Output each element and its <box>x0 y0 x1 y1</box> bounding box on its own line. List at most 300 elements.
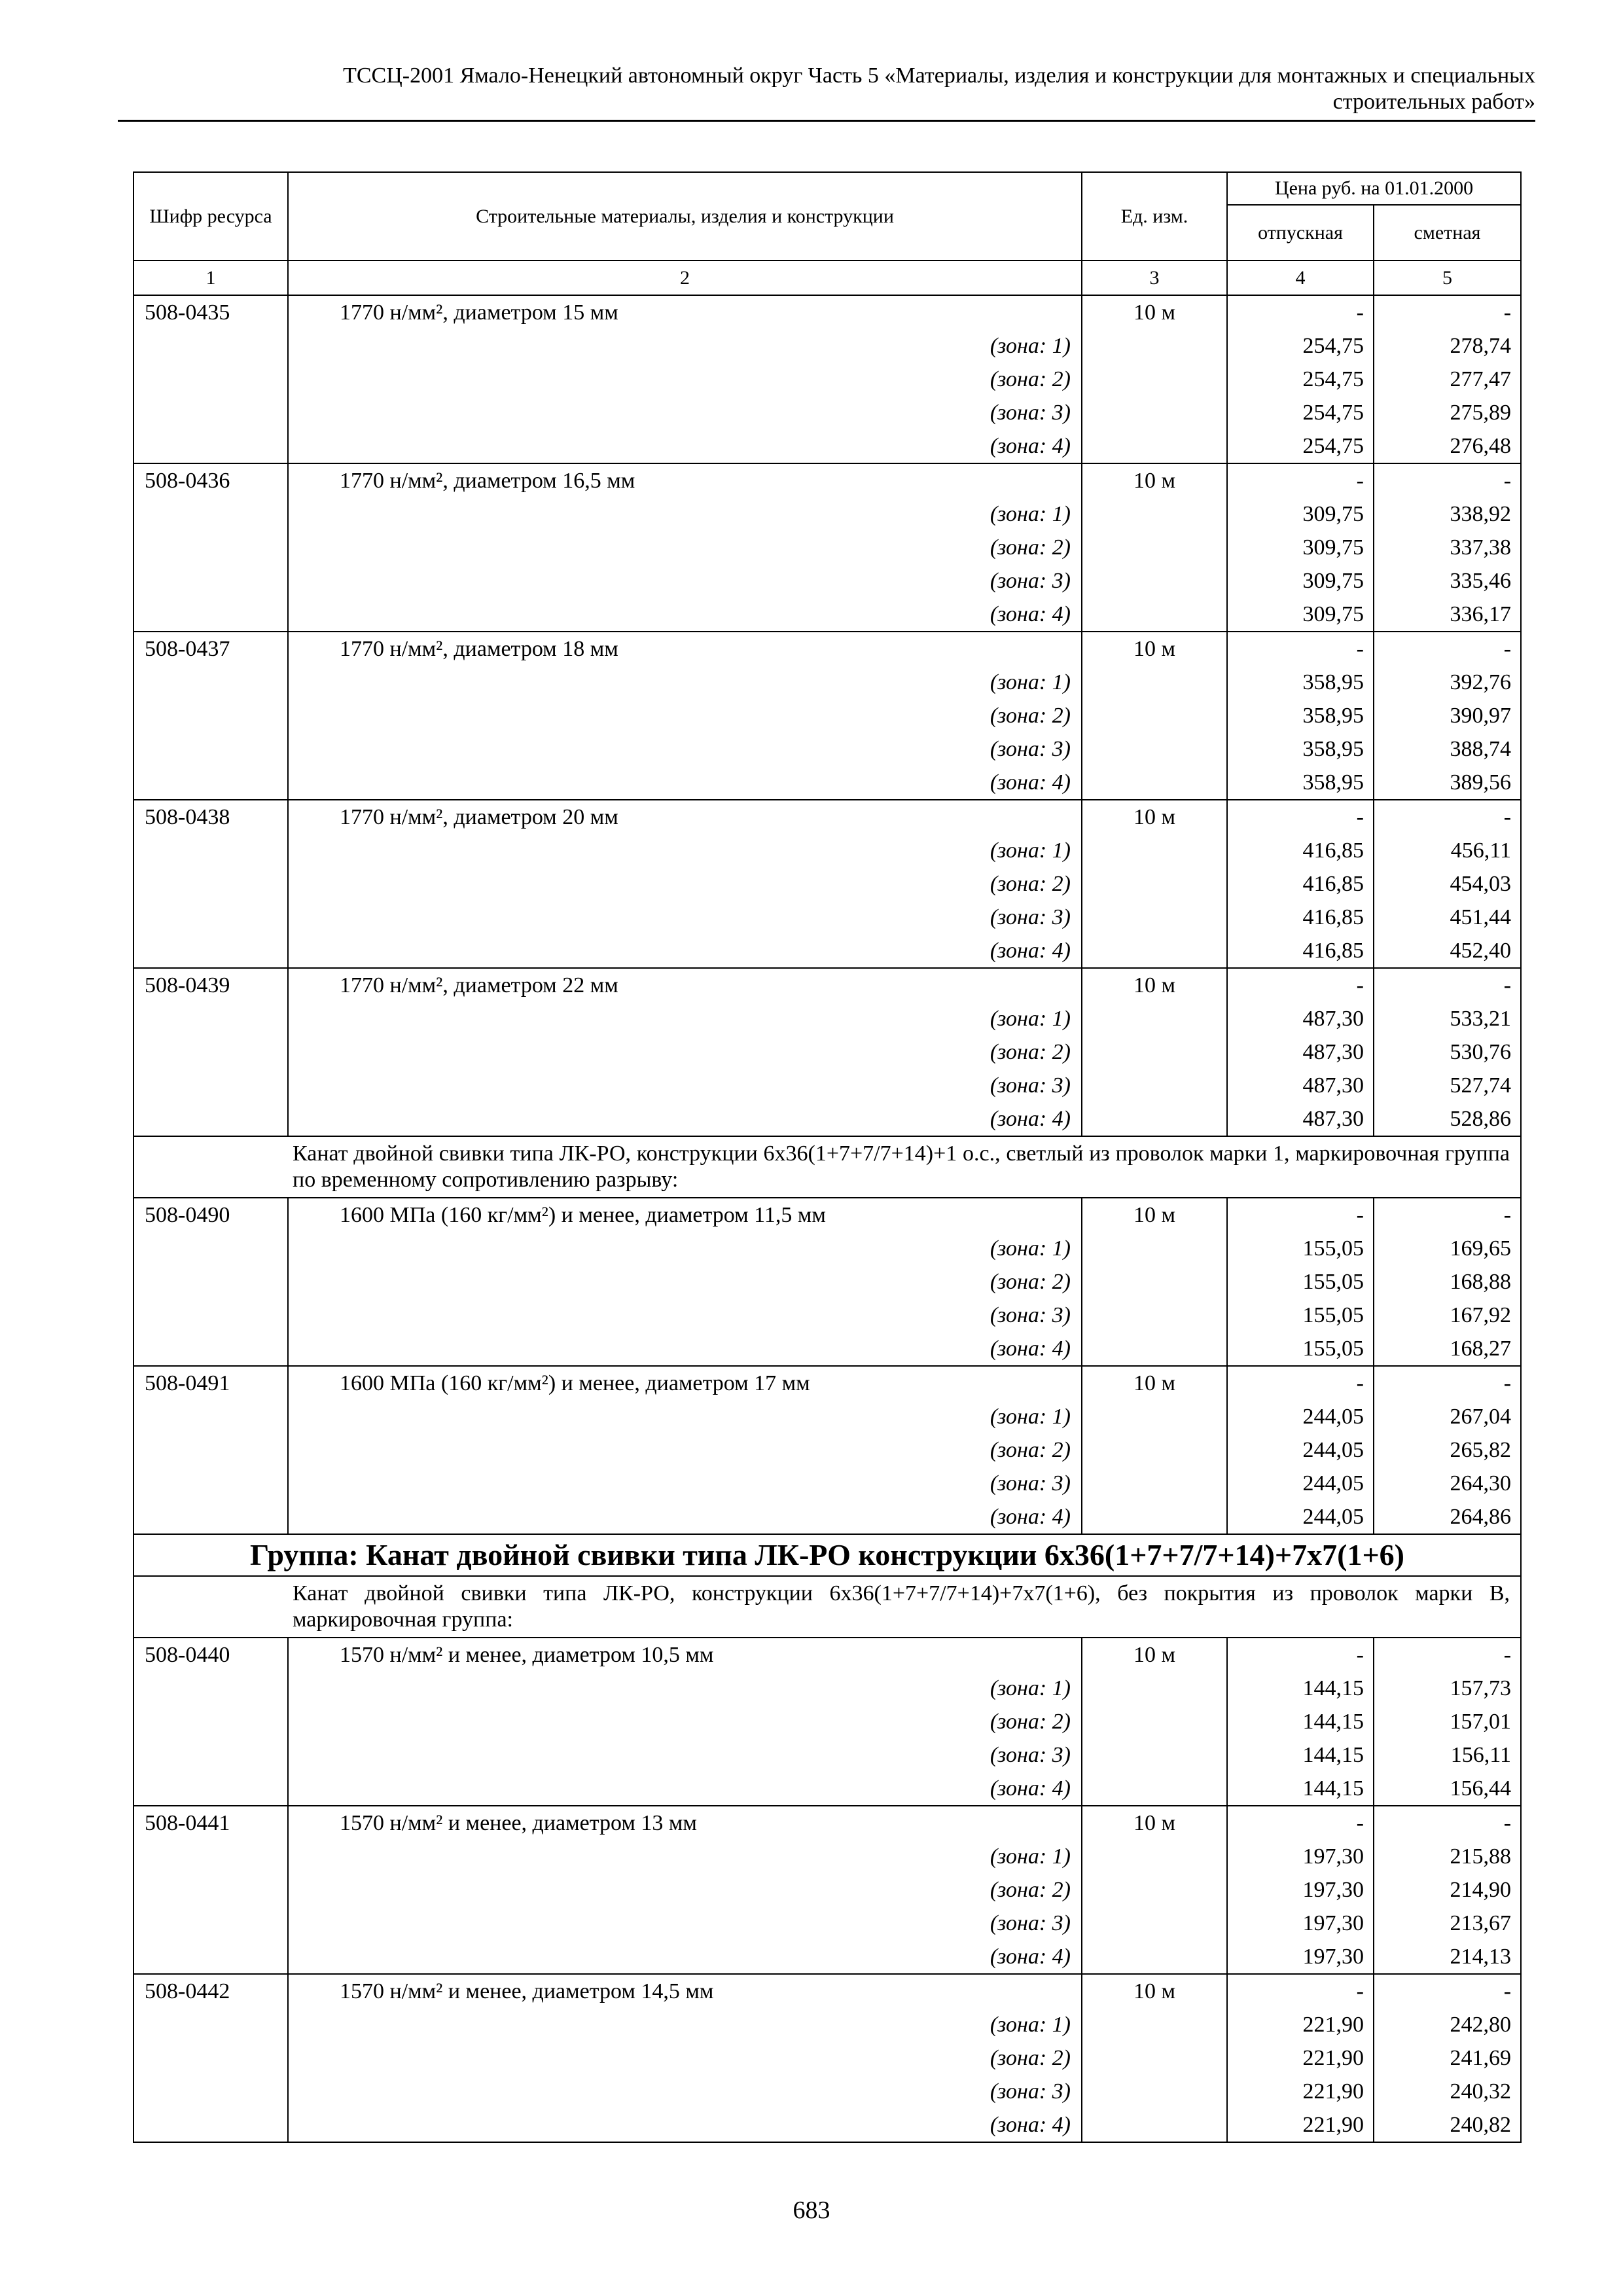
empty-cell <box>1082 732 1227 766</box>
zone-label: (зона: 2) <box>288 363 1082 396</box>
empty-cell <box>134 1772 288 1806</box>
table-row <box>134 968 1521 1002</box>
empty-cell <box>134 1940 288 1974</box>
zone-release-price: 487,30 <box>1227 1035 1374 1069</box>
zone-label: (зона: 2) <box>288 1265 1082 1299</box>
resource-code: 508-0439 <box>134 968 288 1002</box>
zone-estimate-price: 389,56 <box>1374 766 1521 800</box>
zone-label: (зона: 4) <box>288 1500 1082 1534</box>
zone-estimate-price: 157,01 <box>1374 1705 1521 1738</box>
zone-estimate-price: 388,74 <box>1374 732 1521 766</box>
zone-estimate-price: 276,48 <box>1374 429 1521 463</box>
zone-row <box>134 2075 1521 2108</box>
zone-release-price: 309,75 <box>1227 497 1374 531</box>
zone-release-price: 144,15 <box>1227 1738 1374 1772</box>
empty-cell <box>1082 2108 1227 2142</box>
zone-row <box>134 1299 1521 1332</box>
zone-label: (зона: 4) <box>288 1940 1082 1974</box>
empty-cell <box>134 329 288 363</box>
empty-cell <box>134 531 288 564</box>
unit-cell: 10 м <box>1082 1198 1227 1232</box>
zone-label: (зона: 1) <box>288 497 1082 531</box>
unit-cell: 10 м <box>1082 295 1227 329</box>
zone-estimate-price: 240,82 <box>1374 2108 1521 2142</box>
empty-cell <box>1082 1433 1227 1467</box>
zone-release-price: 197,30 <box>1227 1940 1374 1974</box>
zone-release-price: 221,90 <box>1227 2008 1374 2041</box>
zone-estimate-price: 265,82 <box>1374 1433 1521 1467</box>
empty-cell <box>1082 766 1227 800</box>
zone-estimate-price: 451,44 <box>1374 901 1521 934</box>
zone-label: (зона: 1) <box>288 1002 1082 1035</box>
zone-release-price: 155,05 <box>1227 1332 1374 1366</box>
empty-cell <box>134 1265 288 1299</box>
page-number: 683 <box>793 2197 830 2224</box>
description-row <box>134 1576 1521 1638</box>
empty-cell <box>134 1400 288 1433</box>
release-price: - <box>1227 968 1374 1002</box>
empty-cell <box>134 666 288 699</box>
zone-release-price: 416,85 <box>1227 867 1374 901</box>
empty-cell <box>1082 564 1227 598</box>
zone-label: (зона: 1) <box>288 666 1082 699</box>
zone-row <box>134 766 1521 800</box>
empty-cell <box>134 598 288 632</box>
zone-row <box>134 1672 1521 1705</box>
zone-row <box>134 564 1521 598</box>
unit-cell: 10 м <box>1082 1638 1227 1672</box>
empty-cell <box>134 1738 288 1772</box>
zone-label: (зона: 1) <box>288 1840 1082 1873</box>
zone-estimate-price: 215,88 <box>1374 1840 1521 1873</box>
zone-estimate-price: 454,03 <box>1374 867 1521 901</box>
zone-label: (зона: 3) <box>288 1299 1082 1332</box>
estimate-price: - <box>1374 1198 1521 1232</box>
zone-label: (зона: 1) <box>288 1400 1082 1433</box>
release-price: - <box>1227 800 1374 834</box>
zone-row <box>134 1002 1521 1035</box>
zone-release-price: 244,05 <box>1227 1433 1374 1467</box>
col-number: 1 <box>134 260 288 295</box>
empty-cell <box>1082 834 1227 867</box>
zone-estimate-price: 392,76 <box>1374 666 1521 699</box>
empty-cell <box>1082 1500 1227 1534</box>
release-price: - <box>1227 295 1374 329</box>
zone-row <box>134 1232 1521 1265</box>
empty-cell <box>134 766 288 800</box>
zone-estimate-price: 530,76 <box>1374 1035 1521 1069</box>
estimate-price: - <box>1374 1638 1521 1672</box>
item-name: 1570 н/мм² и менее, диаметром 14,5 мм <box>288 1974 1082 2008</box>
zone-estimate-price: 338,92 <box>1374 497 1521 531</box>
empty-cell <box>134 1232 288 1265</box>
zone-release-price: 244,05 <box>1227 1400 1374 1433</box>
item-name: 1770 н/мм², диаметром 18 мм <box>288 632 1082 666</box>
empty-cell <box>134 564 288 598</box>
unit-cell: 10 м <box>1082 968 1227 1002</box>
item-name: 1600 МПа (160 кг/мм²) и менее, диаметром 11,5 мм <box>288 1198 1082 1232</box>
empty-cell <box>1082 1265 1227 1299</box>
zone-label: (зона: 2) <box>288 867 1082 901</box>
zone-estimate-price: 168,27 <box>1374 1332 1521 1366</box>
description-row <box>134 1136 1521 1198</box>
empty-cell <box>134 1002 288 1035</box>
zone-row <box>134 1265 1521 1299</box>
empty-cell <box>1082 1772 1227 1806</box>
zone-label: (зона: 2) <box>288 699 1082 732</box>
zone-estimate-price: 278,74 <box>1374 329 1521 363</box>
table-row <box>134 800 1521 834</box>
empty-cell <box>1082 1738 1227 1772</box>
zone-release-price: 358,95 <box>1227 732 1374 766</box>
zone-release-price: 221,90 <box>1227 2108 1374 2142</box>
resource-code: 508-0440 <box>134 1638 288 1672</box>
zone-estimate-price: 390,97 <box>1374 699 1521 732</box>
empty-cell <box>134 1433 288 1467</box>
zone-estimate-price: 335,46 <box>1374 564 1521 598</box>
table-row <box>134 295 1521 329</box>
zone-label: (зона: 2) <box>288 2041 1082 2075</box>
empty-cell <box>134 1672 288 1705</box>
release-price: - <box>1227 463 1374 497</box>
empty-cell <box>1082 1332 1227 1366</box>
estimate-price: - <box>1374 632 1521 666</box>
zone-release-price: 358,95 <box>1227 766 1374 800</box>
zone-row <box>134 1433 1521 1467</box>
unit-cell: 10 м <box>1082 1974 1227 2008</box>
item-name: 1570 н/мм² и менее, диаметром 10,5 мм <box>288 1638 1082 1672</box>
zone-estimate-price: 157,73 <box>1374 1672 1521 1705</box>
zone-estimate-price: 456,11 <box>1374 834 1521 867</box>
release-price: - <box>1227 1638 1374 1672</box>
col-header-estimate: сметная <box>1374 205 1521 260</box>
zone-release-price: 221,90 <box>1227 2075 1374 2108</box>
col-number: 4 <box>1227 260 1374 295</box>
zone-row <box>134 1772 1521 1806</box>
zone-release-price: 254,75 <box>1227 396 1374 429</box>
unit-cell: 10 м <box>1082 1366 1227 1400</box>
empty-cell <box>134 2075 288 2108</box>
zone-estimate-price: 214,90 <box>1374 1873 1521 1907</box>
zone-row <box>134 2008 1521 2041</box>
zone-row <box>134 1069 1521 1102</box>
zone-row <box>134 497 1521 531</box>
item-name: 1770 н/мм², диаметром 16,5 мм <box>288 463 1082 497</box>
zone-label: (зона: 1) <box>288 2008 1082 2041</box>
zone-estimate-price: 264,86 <box>1374 1500 1521 1534</box>
empty-cell <box>1082 1705 1227 1738</box>
zone-label: (зона: 3) <box>288 396 1082 429</box>
zone-row <box>134 429 1521 463</box>
zone-row <box>134 732 1521 766</box>
empty-cell <box>1082 329 1227 363</box>
zone-estimate-price: 337,38 <box>1374 531 1521 564</box>
zone-label: (зона: 2) <box>288 531 1082 564</box>
zone-label: (зона: 2) <box>288 1433 1082 1467</box>
empty-cell <box>1082 1907 1227 1940</box>
table-row <box>134 463 1521 497</box>
zone-release-price: 197,30 <box>1227 1840 1374 1873</box>
zone-estimate-price: 336,17 <box>1374 598 1521 632</box>
item-name: 1770 н/мм², диаметром 20 мм <box>288 800 1082 834</box>
zone-estimate-price: 168,88 <box>1374 1265 1521 1299</box>
zone-label: (зона: 1) <box>288 1672 1082 1705</box>
release-price: - <box>1227 1806 1374 1840</box>
zone-release-price: 221,90 <box>1227 2041 1374 2075</box>
empty-cell <box>1082 901 1227 934</box>
estimate-price: - <box>1374 1366 1521 1400</box>
item-name: 1570 н/мм² и менее, диаметром 13 мм <box>288 1806 1082 1840</box>
zone-label: (зона: 2) <box>288 1035 1082 1069</box>
col-header-price: Цена руб. на 01.01.2000 <box>1227 172 1521 205</box>
empty-cell <box>134 1332 288 1366</box>
zone-label: (зона: 3) <box>288 901 1082 934</box>
col-header-release: отпускная <box>1227 205 1374 260</box>
resource-code: 508-0491 <box>134 1366 288 1400</box>
zone-label: (зона: 4) <box>288 1102 1082 1136</box>
release-price: - <box>1227 1198 1374 1232</box>
zone-row <box>134 1907 1521 1940</box>
zone-release-price: 155,05 <box>1227 1232 1374 1265</box>
table-row <box>134 1638 1521 1672</box>
table-row <box>134 1974 1521 2008</box>
empty-cell <box>1082 429 1227 463</box>
release-price: - <box>1227 632 1374 666</box>
zone-estimate-price: 156,11 <box>1374 1738 1521 1772</box>
zone-release-price: 309,75 <box>1227 531 1374 564</box>
zone-release-price: 309,75 <box>1227 598 1374 632</box>
zone-label: (зона: 1) <box>288 1232 1082 1265</box>
table-body <box>134 295 1521 2142</box>
zone-estimate-price: 264,30 <box>1374 1467 1521 1500</box>
zone-row <box>134 598 1521 632</box>
zone-release-price: 309,75 <box>1227 564 1374 598</box>
empty-cell <box>134 396 288 429</box>
unit-cell: 10 м <box>1082 800 1227 834</box>
zone-label: (зона: 3) <box>288 1467 1082 1500</box>
resource-code: 508-0490 <box>134 1198 288 1232</box>
zone-row <box>134 1332 1521 1366</box>
zone-label: (зона: 4) <box>288 598 1082 632</box>
zone-release-price: 416,85 <box>1227 901 1374 934</box>
unit-cell: 10 м <box>1082 632 1227 666</box>
zone-release-price: 155,05 <box>1227 1265 1374 1299</box>
zone-row <box>134 901 1521 934</box>
zone-label: (зона: 4) <box>288 1332 1082 1366</box>
zone-label: (зона: 4) <box>288 934 1082 968</box>
table-row <box>134 1806 1521 1840</box>
empty-cell <box>134 732 288 766</box>
empty-cell <box>1082 867 1227 901</box>
zone-estimate-price: 452,40 <box>1374 934 1521 968</box>
empty-cell <box>1082 1467 1227 1500</box>
empty-cell <box>1082 1940 1227 1974</box>
resource-code: 508-0437 <box>134 632 288 666</box>
zone-release-price: 487,30 <box>1227 1069 1374 1102</box>
zone-estimate-price: 156,44 <box>1374 1772 1521 1806</box>
zone-release-price: 358,95 <box>1227 699 1374 732</box>
estimate-price: - <box>1374 1974 1521 2008</box>
zone-estimate-price: 214,13 <box>1374 1940 1521 1974</box>
empty-cell <box>134 363 288 396</box>
empty-cell <box>1082 2075 1227 2108</box>
zone-row <box>134 363 1521 396</box>
zone-label: (зона: 3) <box>288 2075 1082 2108</box>
table-row <box>134 632 1521 666</box>
zone-release-price: 197,30 <box>1227 1907 1374 1940</box>
zone-row <box>134 1500 1521 1534</box>
empty-cell <box>134 1102 288 1136</box>
group-title: Группа: Канат двойной свивки типа ЛК-РО конструкции 6х36(1+7+7/7+14)+7х7(1+6) <box>134 1534 1521 1576</box>
zone-release-price: 487,30 <box>1227 1102 1374 1136</box>
empty-cell <box>1082 598 1227 632</box>
zone-release-price: 487,30 <box>1227 1002 1374 1035</box>
zone-row <box>134 834 1521 867</box>
empty-cell <box>134 1705 288 1738</box>
col-header-name: Строительные материалы, изделия и конструкции <box>288 172 1082 260</box>
empty-cell <box>134 1069 288 1102</box>
group-row <box>134 1534 1521 1576</box>
zone-row <box>134 2108 1521 2142</box>
zone-release-price: 155,05 <box>1227 1299 1374 1332</box>
zone-label: (зона: 3) <box>288 1069 1082 1102</box>
col-number: 3 <box>1082 260 1227 295</box>
empty-cell <box>1082 363 1227 396</box>
unit-cell: 10 м <box>1082 1806 1227 1840</box>
zone-label: (зона: 4) <box>288 2108 1082 2142</box>
description-text: Канат двойной свивки типа ЛК-РО, конструкции 6х36(1+7+7/7+14)+7х7(1+6), без покрытия из проволок марки В, маркировочная группа: <box>134 1576 1521 1638</box>
zone-label: (зона: 1) <box>288 834 1082 867</box>
zone-label: (зона: 4) <box>288 429 1082 463</box>
zone-estimate-price: 275,89 <box>1374 396 1521 429</box>
zone-release-price: 244,05 <box>1227 1467 1374 1500</box>
empty-cell <box>1082 934 1227 968</box>
zone-row <box>134 1873 1521 1907</box>
empty-cell <box>134 867 288 901</box>
header-line-1: ТССЦ-2001 Ямало-Ненецкий автономный округ Часть 5 «Материалы, изделия и конструкции для монтажных и специальных <box>343 63 1535 88</box>
zone-label: (зона: 4) <box>288 766 1082 800</box>
zone-estimate-price: 169,65 <box>1374 1232 1521 1265</box>
col-header-code: Шифр ресурса <box>134 172 288 260</box>
zone-estimate-price: 267,04 <box>1374 1400 1521 1433</box>
zone-row <box>134 531 1521 564</box>
zone-label: (зона: 1) <box>288 329 1082 363</box>
empty-cell <box>1082 396 1227 429</box>
col-number: 5 <box>1374 260 1521 295</box>
table-row <box>134 1198 1521 1232</box>
page-header <box>118 63 1535 115</box>
zone-estimate-price: 277,47 <box>1374 363 1521 396</box>
estimate-price: - <box>1374 968 1521 1002</box>
empty-cell <box>1082 1400 1227 1433</box>
empty-cell <box>134 934 288 968</box>
zone-release-price: 144,15 <box>1227 1772 1374 1806</box>
zone-label: (зона: 3) <box>288 564 1082 598</box>
resource-code: 508-0436 <box>134 463 288 497</box>
empty-cell <box>1082 666 1227 699</box>
zone-release-price: 197,30 <box>1227 1873 1374 1907</box>
price-table <box>133 171 1522 2143</box>
zone-release-price: 416,85 <box>1227 834 1374 867</box>
item-name: 1600 МПа (160 кг/мм²) и менее, диаметром 17 мм <box>288 1366 1082 1400</box>
zone-release-price: 254,75 <box>1227 429 1374 463</box>
empty-cell <box>134 1467 288 1500</box>
zone-row <box>134 329 1521 363</box>
zone-release-price: 144,15 <box>1227 1705 1374 1738</box>
col-number: 2 <box>288 260 1082 295</box>
zone-estimate-price: 213,67 <box>1374 1907 1521 1940</box>
empty-cell <box>134 497 288 531</box>
empty-cell <box>1082 1672 1227 1705</box>
resource-code: 508-0438 <box>134 800 288 834</box>
estimate-price: - <box>1374 463 1521 497</box>
empty-cell <box>1082 531 1227 564</box>
zone-row <box>134 1705 1521 1738</box>
empty-cell <box>134 699 288 732</box>
empty-cell <box>1082 1069 1227 1102</box>
empty-cell <box>134 2008 288 2041</box>
zone-estimate-price: 528,86 <box>1374 1102 1521 1136</box>
empty-cell <box>134 429 288 463</box>
empty-cell <box>1082 699 1227 732</box>
estimate-price: - <box>1374 1806 1521 1840</box>
zone-row <box>134 2041 1521 2075</box>
empty-cell <box>134 834 288 867</box>
release-price: - <box>1227 1366 1374 1400</box>
empty-cell <box>1082 1102 1227 1136</box>
zone-release-price: 144,15 <box>1227 1672 1374 1705</box>
zone-label: (зона: 3) <box>288 1738 1082 1772</box>
zone-row <box>134 666 1521 699</box>
zone-row <box>134 934 1521 968</box>
zone-row <box>134 396 1521 429</box>
zone-estimate-price: 242,80 <box>1374 2008 1521 2041</box>
empty-cell <box>1082 1232 1227 1265</box>
header-rule <box>118 120 1535 122</box>
empty-cell <box>1082 1035 1227 1069</box>
unit-cell: 10 м <box>1082 463 1227 497</box>
zone-estimate-price: 533,21 <box>1374 1002 1521 1035</box>
empty-cell <box>1082 1299 1227 1332</box>
zone-release-price: 254,75 <box>1227 329 1374 363</box>
zone-label: (зона: 3) <box>288 1907 1082 1940</box>
empty-cell <box>134 2108 288 2142</box>
col-header-unit: Ед. изм. <box>1082 172 1227 260</box>
zone-estimate-price: 167,92 <box>1374 1299 1521 1332</box>
zone-row <box>134 1102 1521 1136</box>
resource-code: 508-0442 <box>134 1974 288 2008</box>
empty-cell <box>134 1907 288 1940</box>
description-text: Канат двойной свивки типа ЛК-РО, конструкции 6х36(1+7+7/7+14)+1 о.с., светлый из проволок марки 1, маркировочная группа по временному сопротивлению разрыву: <box>134 1136 1521 1198</box>
zone-release-price: 358,95 <box>1227 666 1374 699</box>
zone-label: (зона: 2) <box>288 1873 1082 1907</box>
empty-cell <box>134 1035 288 1069</box>
zone-release-price: 244,05 <box>1227 1500 1374 1534</box>
zone-release-price: 254,75 <box>1227 363 1374 396</box>
resource-code: 508-0441 <box>134 1806 288 1840</box>
zone-row <box>134 1940 1521 1974</box>
zone-estimate-price: 527,74 <box>1374 1069 1521 1102</box>
zone-label: (зона: 2) <box>288 1705 1082 1738</box>
zone-row <box>134 1035 1521 1069</box>
zone-estimate-price: 240,32 <box>1374 2075 1521 2108</box>
zone-row <box>134 1400 1521 1433</box>
table-row <box>134 1366 1521 1400</box>
empty-cell <box>1082 1002 1227 1035</box>
zone-release-price: 416,85 <box>1227 934 1374 968</box>
item-name: 1770 н/мм², диаметром 15 мм <box>288 295 1082 329</box>
empty-cell <box>1082 497 1227 531</box>
